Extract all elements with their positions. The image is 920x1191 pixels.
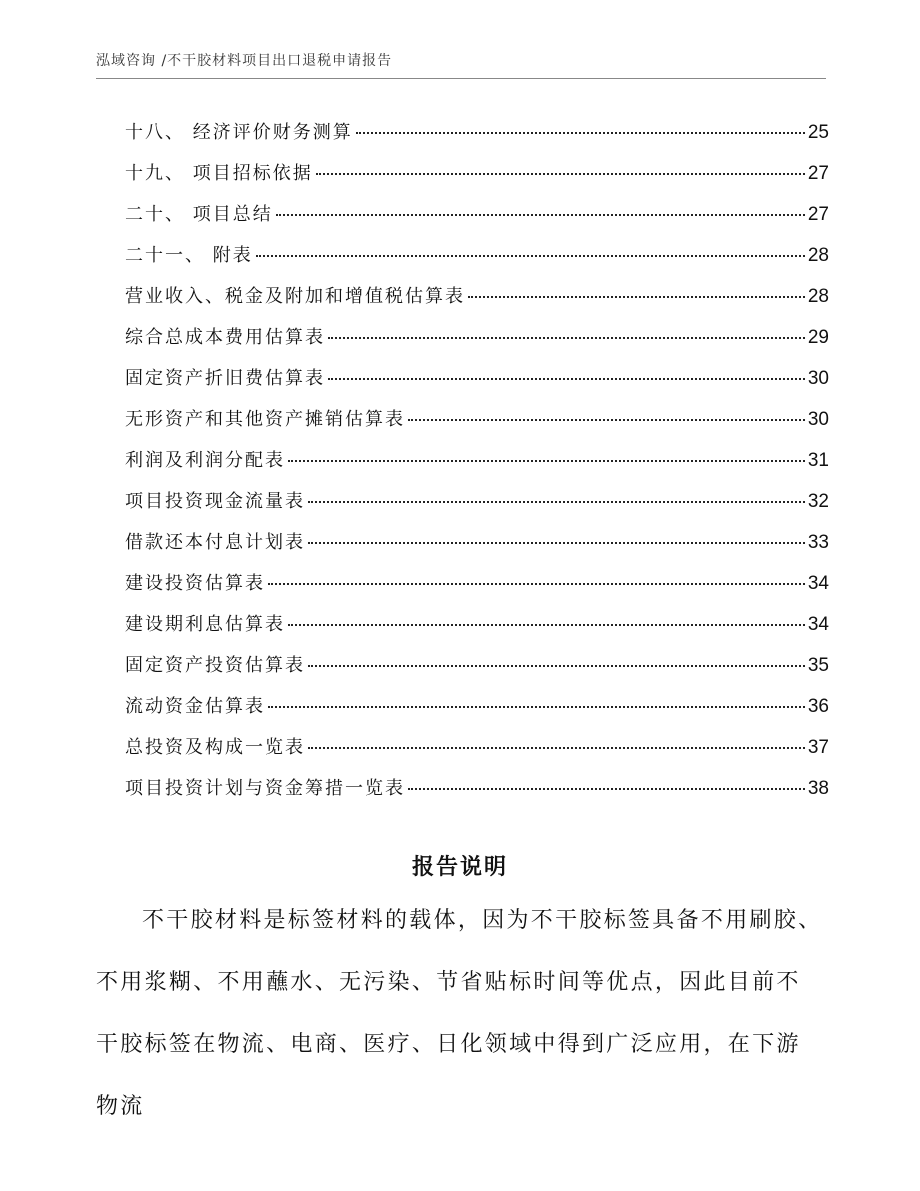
toc-entry[interactable] bbox=[125, 569, 829, 610]
toc-entry[interactable] bbox=[125, 159, 829, 200]
toc-entry-page-number: 29 bbox=[807, 327, 829, 348]
toc-entry-page-number: 34 bbox=[807, 573, 829, 594]
toc-entry[interactable] bbox=[125, 364, 829, 405]
toc-entry[interactable] bbox=[125, 323, 829, 364]
toc-entry-page-number: 34 bbox=[807, 614, 829, 635]
toc-entry-label: 利润及利润分配表 bbox=[125, 450, 285, 471]
toc-entry-label: 二十、 项目总结 bbox=[125, 204, 273, 225]
toc-entry-label: 综合总成本费用估算表 bbox=[125, 327, 325, 348]
toc-dot-leader bbox=[308, 501, 805, 503]
toc-entry-page-number: 30 bbox=[807, 368, 829, 389]
toc-entry-page-number: 28 bbox=[807, 245, 829, 266]
toc-entry[interactable] bbox=[125, 446, 829, 487]
toc-entry[interactable] bbox=[125, 200, 829, 241]
toc-entry[interactable] bbox=[125, 241, 829, 282]
toc-entry[interactable] bbox=[125, 528, 829, 569]
toc-entry-page-number: 32 bbox=[807, 491, 829, 512]
toc-entry[interactable] bbox=[125, 282, 829, 323]
toc-entry-label: 项目投资计划与资金筹措一览表 bbox=[125, 778, 405, 799]
toc-entry[interactable] bbox=[125, 774, 829, 815]
toc-entry-label: 固定资产折旧费估算表 bbox=[125, 368, 325, 389]
toc-dot-leader bbox=[328, 378, 805, 380]
toc-entry-page-number: 38 bbox=[807, 778, 829, 799]
toc-dot-leader bbox=[408, 419, 805, 421]
page-header: 泓域咨询 /不干胶材料项目出口退税申请报告 bbox=[96, 50, 826, 79]
toc-dot-leader bbox=[268, 706, 805, 708]
toc-dot-leader bbox=[288, 624, 805, 626]
toc-entry-page-number: 27 bbox=[807, 163, 829, 184]
toc-entry-label: 十八、 经济评价财务测算 bbox=[125, 122, 353, 143]
toc-entry-label: 项目投资现金流量表 bbox=[125, 491, 305, 512]
toc-entry[interactable] bbox=[125, 405, 829, 446]
toc-entry-page-number: 37 bbox=[807, 737, 829, 758]
toc-dot-leader bbox=[268, 583, 805, 585]
toc-entry[interactable] bbox=[125, 610, 829, 651]
toc-entry-label: 十九、 项目招标依据 bbox=[125, 163, 313, 184]
toc-entry-page-number: 31 bbox=[807, 450, 829, 471]
toc-entry[interactable] bbox=[125, 651, 829, 692]
toc-dot-leader bbox=[468, 296, 805, 298]
toc-dot-leader bbox=[356, 132, 805, 134]
body-paragraph: 不干胶材料是标签材料的载体，因为不干胶标签具备不用刷胶、不用浆糊、不用蘸水、无污染、节省贴标时间等优点，因此目前不干胶标签在物流、电商、医疗、日化领域中得到广泛应用，在下游物流 bbox=[96, 908, 823, 1119]
toc-dot-leader bbox=[276, 214, 805, 216]
toc-entry[interactable] bbox=[125, 733, 829, 774]
toc-entry-label: 建设期利息估算表 bbox=[125, 614, 285, 635]
toc-dot-leader bbox=[308, 747, 805, 749]
toc-entry[interactable] bbox=[125, 118, 829, 159]
toc-entry-page-number: 35 bbox=[807, 655, 829, 676]
toc-entry-label: 流动资金估算表 bbox=[125, 696, 265, 717]
toc-entry-label: 固定资产投资估算表 bbox=[125, 655, 305, 676]
toc-entry-label: 二十一、 附表 bbox=[125, 245, 253, 266]
section-title: 报告说明 bbox=[411, 855, 508, 880]
toc-dot-leader bbox=[308, 542, 805, 544]
toc-entry-label: 无形资产和其他资产摊销估算表 bbox=[125, 409, 405, 430]
toc-entry[interactable] bbox=[125, 692, 829, 733]
toc-entry-label: 总投资及构成一览表 bbox=[125, 737, 305, 758]
toc-entry-page-number: 28 bbox=[807, 286, 829, 307]
toc-dot-leader bbox=[288, 460, 805, 462]
toc-entry-page-number: 25 bbox=[807, 122, 829, 143]
toc-entry-label: 建设投资估算表 bbox=[125, 573, 265, 594]
toc-entry[interactable] bbox=[125, 487, 829, 528]
toc-dot-leader bbox=[408, 788, 805, 790]
toc-entry-page-number: 36 bbox=[807, 696, 829, 717]
toc-dot-leader bbox=[316, 173, 805, 175]
toc-entry-label: 借款还本付息计划表 bbox=[125, 532, 305, 553]
toc-dot-leader bbox=[328, 337, 805, 339]
toc-entry-page-number: 27 bbox=[807, 204, 829, 225]
toc-entry-label: 营业收入、税金及附加和增值税估算表 bbox=[125, 286, 465, 307]
toc-dot-leader bbox=[308, 665, 805, 667]
toc-dot-leader bbox=[256, 255, 805, 257]
toc-entry-page-number: 33 bbox=[807, 532, 829, 553]
table-of-contents bbox=[125, 118, 829, 815]
toc-entry-page-number: 30 bbox=[807, 409, 829, 430]
